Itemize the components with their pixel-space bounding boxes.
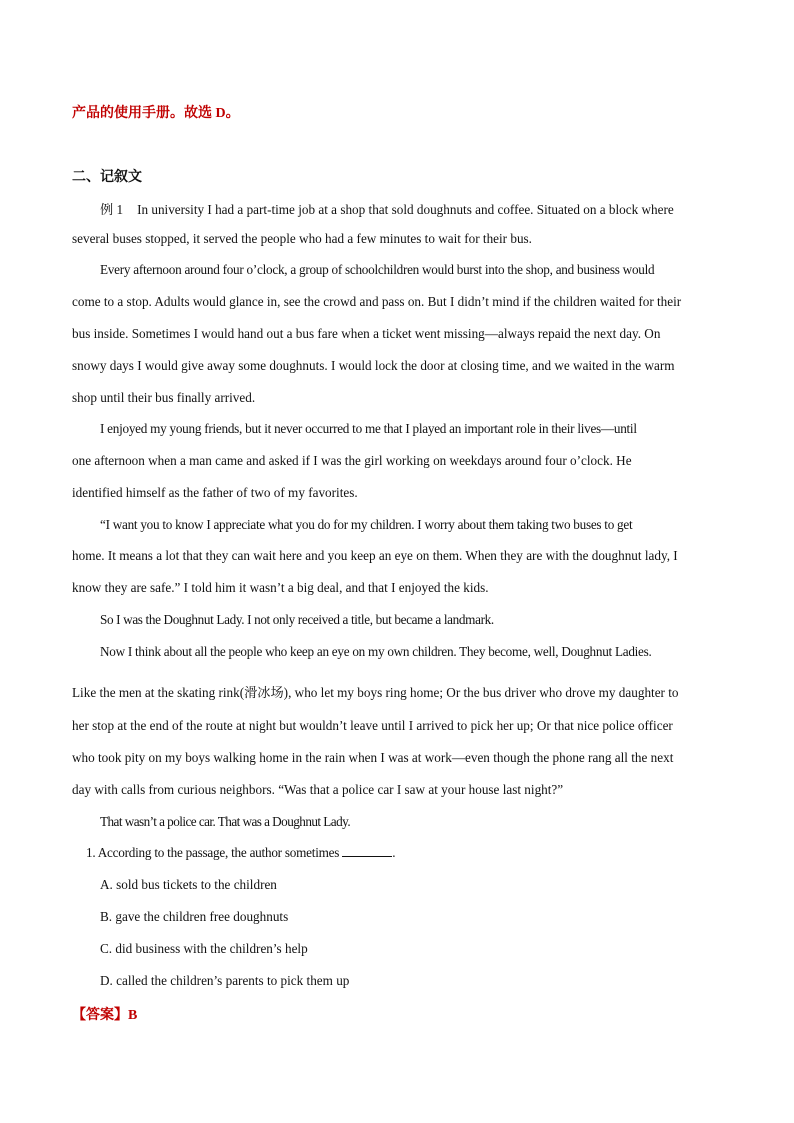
question-stem-end: . [392,845,396,860]
passage-line: Every afternoon around four o’clock, a group of schoolchildren would burst into the shop, and business would [100,262,655,277]
passage-line: Now I think about all the people who keep an eye on my own children. They become, well, Doughnut Ladies. [100,644,652,659]
passage-line: come to a stop. Adults would glance in, see the crowd and pass on. But I didn’t mind if the children waited for their [72,294,682,309]
carryover-answer-text: 产品的使用手册。故选 D。 [72,106,240,121]
option-b: B. gave the children free doughnuts [100,909,289,924]
passage-line: snowy days I would give away some doughnuts. I would lock the door at closing time, and we waited in the warm [72,358,675,373]
question-stem [86,845,736,861]
passage-line: know they are safe.” I told him it wasn’t a big deal, and that I enjoyed the kids. [72,580,489,595]
passage-line: bus inside. Sometimes I would hand out a bus fare when a ticket went missing—always repaid the next day. On [72,326,661,341]
passage-line: one afternoon when a man came and asked if I was the girl working on weekdays around four o’clock. He [72,453,632,468]
passage-line: several buses stopped, it served the people who had a few minutes to wait for their bus. [72,231,532,246]
answer-line [72,1004,137,1024]
passage-line: That wasn’t a police car. That was a Doughnut Lady. [100,814,351,829]
passage-text: In university I had a part-time job at a shop that sold doughnuts and coffee. Situated on a block where [137,202,674,217]
passage-line: So I was the Doughnut Lady. I not only received a title, but became a landmark. [100,612,494,627]
passage-line: “I want you to know I appreciate what you do for my children. I worry about them taking two buses to get [100,517,633,532]
answer-label: 【答案】 [72,1008,128,1023]
passage-line: home. It means a lot that they can wait here and you keep an eye on them. When they are with the doughnut lady, I [72,548,678,563]
passage-line: I enjoyed my young friends, but it never occurred to me that I played an important role in their lives—until [100,421,637,436]
section-heading: 二、记叙文 [72,170,142,185]
option-d: D. called the children’s parents to pick them up [100,973,350,988]
passage-line: Like the men at the skating rink(滑冰场), who let my boys ring home; Or the bus driver who drove my daughter to [72,685,679,700]
passage-line: day with calls from curious neighbors. “Was that a police car I saw at your house last night?” [72,782,564,797]
passage-line [72,199,722,218]
example-label: 例 1 [100,202,124,217]
option-a: A. sold bus tickets to the children [100,877,277,892]
option-c: C. did business with the children’s help [100,941,308,956]
answer-value: B [128,1008,138,1023]
passage-line: who took pity on my boys walking home in the rain when I was at work—even though the phone rang all the next [72,750,674,765]
passage-line: her stop at the end of the route at night but wouldn’t leave until I arrived to pick her up; Or that nice police officer [72,718,673,733]
passage-line: identified himself as the father of two of my favorites. [72,485,358,500]
passage-line: shop until their bus finally arrived. [72,390,256,405]
question-stem-text: 1. According to the passage, the author sometimes [86,845,340,860]
answer-blank [342,846,392,857]
